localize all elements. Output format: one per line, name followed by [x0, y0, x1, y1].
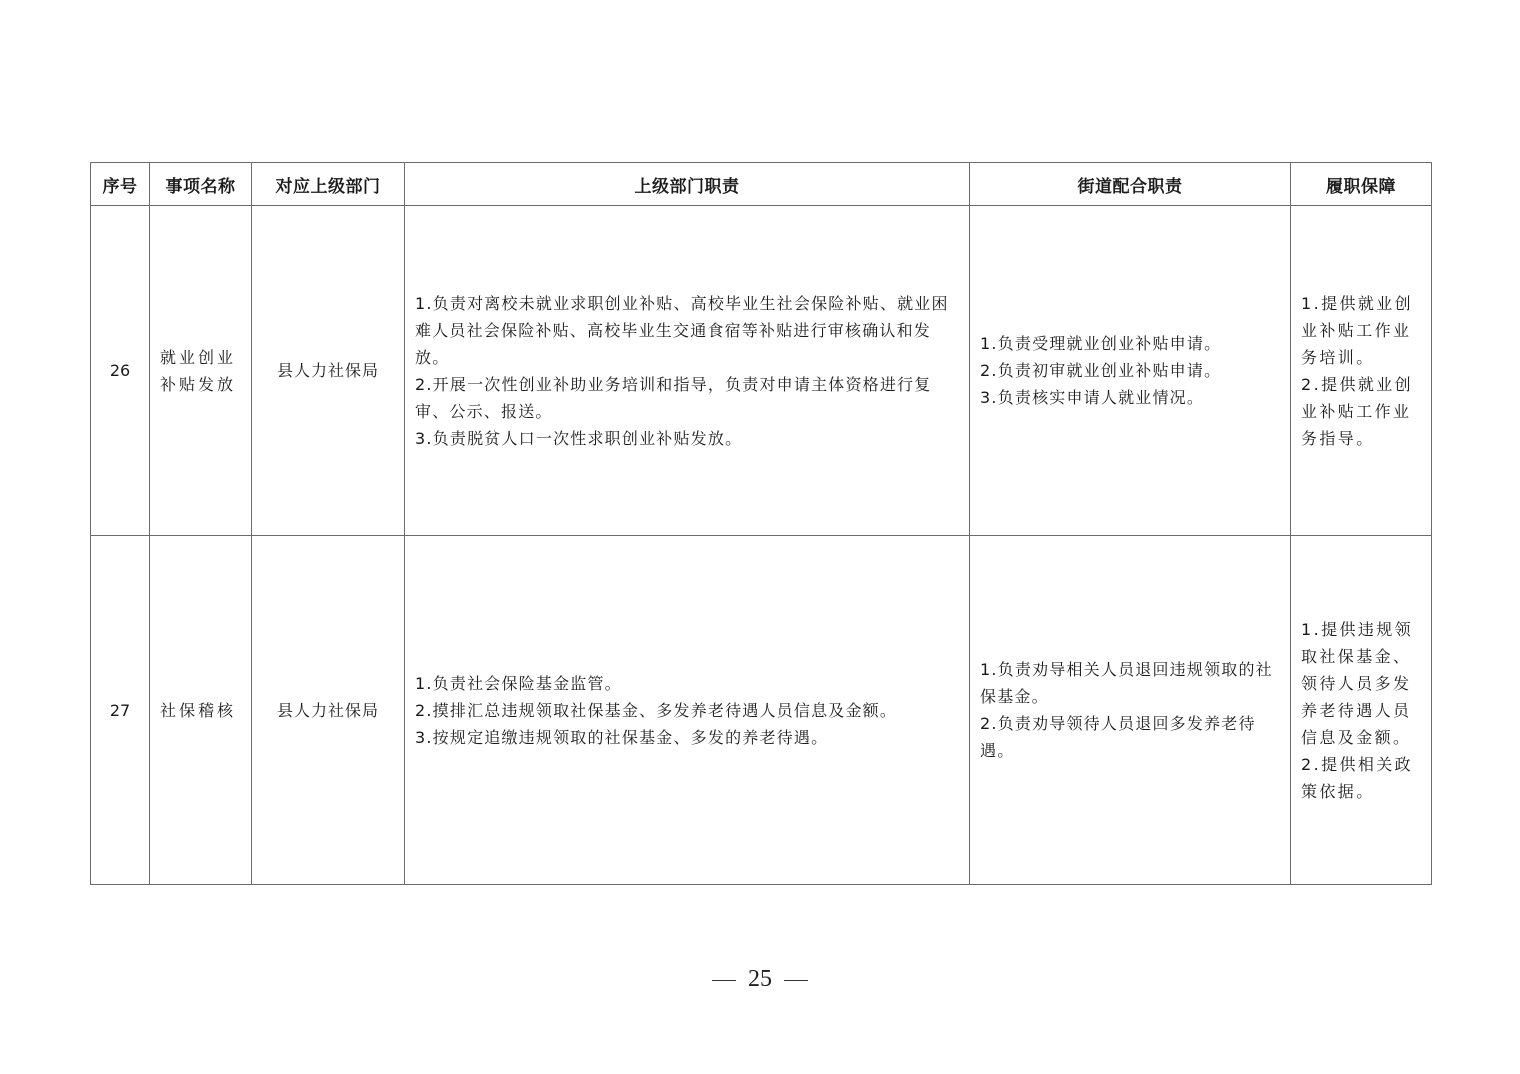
duty-line: 1.负责对离校未就业求职创业补贴、高校毕业生社会保险补贴、就业困难人员社会保险补贴、高校毕业生交通食宿等补贴进行审核确认和发放。 — [415, 293, 949, 367]
item-name: 社保稽核 — [150, 536, 252, 885]
upper-department: 县人力社保局 — [252, 536, 405, 885]
page-number: 25 — [748, 966, 772, 992]
duty-line: 3.负责核实申请人就业情况。 — [980, 388, 1205, 407]
guarantee — [1291, 536, 1432, 885]
upper-duties — [405, 206, 970, 536]
guarantee-line: 1.提供违规领取社保基金、领待人员多发养老待遇人员信息及金额。 — [1301, 619, 1414, 747]
street-duties — [970, 206, 1291, 536]
responsibility-table — [90, 162, 1432, 885]
header-street-duties: 街道配合职责 — [970, 163, 1291, 206]
duty-line: 3.负责脱贫人口一次性求职创业补贴发放。 — [415, 428, 743, 448]
upper-duties — [405, 536, 970, 885]
header-upper-department: 对应上级部门 — [252, 163, 405, 206]
header-upper-duties: 上级部门职责 — [405, 163, 970, 206]
page-footer — [0, 966, 1520, 993]
duty-line: 2.摸排汇总违规领取社保基金、多发养老待遇人员信息及金额。 — [415, 700, 898, 720]
item-name: 就业创业补贴发放 — [150, 206, 252, 536]
dash-left — [712, 980, 736, 981]
duty-line: 2.负责劝导领待人员退回多发养老待遇。 — [980, 714, 1256, 760]
table-row — [91, 536, 1432, 885]
dash-right — [784, 980, 808, 981]
table-row — [91, 206, 1432, 536]
table-header-row — [91, 163, 1432, 206]
street-duties — [970, 536, 1291, 885]
header-guarantee: 履职保障 — [1291, 163, 1432, 206]
header-item-name: 事项名称 — [150, 163, 252, 206]
guarantee-line: 1.提供就业创业补贴工作业务培训。 — [1301, 293, 1414, 367]
duty-line: 1.负责社会保险基金监管。 — [415, 673, 622, 693]
upper-department: 县人力社保局 — [252, 206, 405, 536]
duty-line: 1.负责受理就业创业补贴申请。 — [980, 334, 1222, 353]
guarantee-line: 2.提供就业创业补贴工作业务指导。 — [1301, 374, 1414, 448]
duty-line: 3.按规定追缴违规领取的社保基金、多发的养老待遇。 — [415, 727, 829, 747]
header-number: 序号 — [91, 163, 150, 206]
guarantee-line: 2.提供相关政策依据。 — [1301, 754, 1414, 801]
guarantee — [1291, 206, 1432, 536]
duty-line: 2.开展一次性创业补助业务培训和指导，负责对申请主体资格进行复审、公示、报送。 — [415, 374, 932, 421]
duty-line: 1.负责劝导相关人员退回违规领取的社保基金。 — [980, 660, 1273, 706]
row-number: 27 — [91, 536, 150, 885]
duty-line: 2.负责初审就业创业补贴申请。 — [980, 361, 1222, 380]
row-number: 26 — [91, 206, 150, 536]
